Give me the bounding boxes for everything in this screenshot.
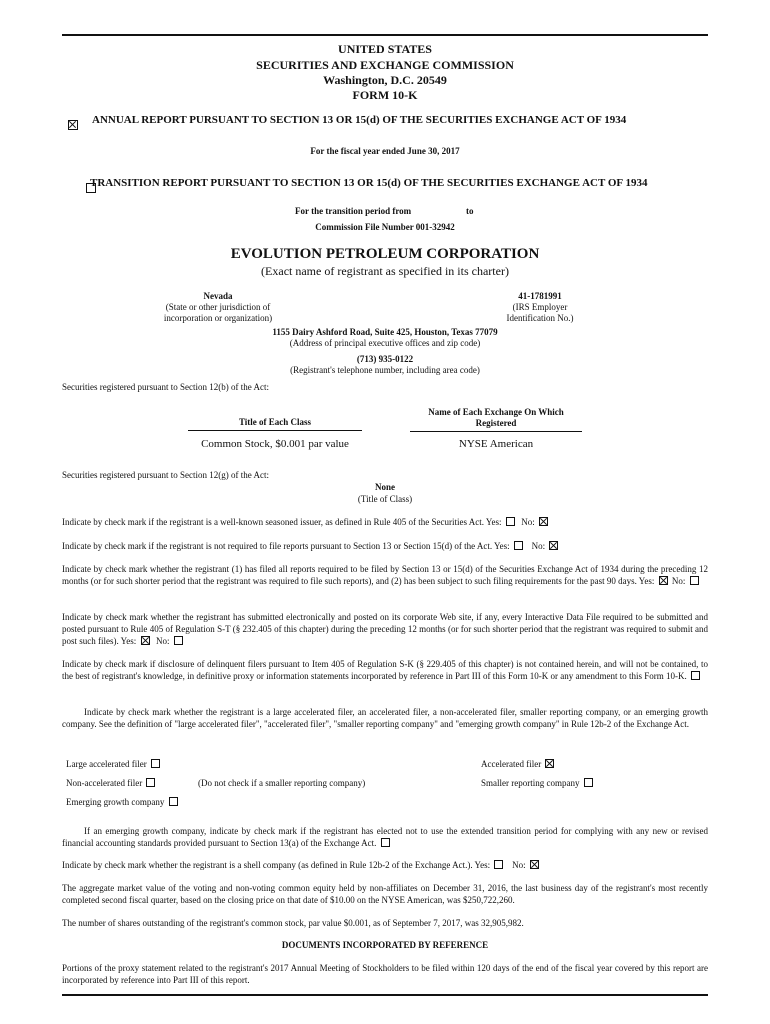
header-line-2: SECURITIES AND EXCHANGE COMMISSION — [256, 58, 514, 72]
state-value: Nevada — [203, 291, 233, 301]
ein-block — [480, 291, 600, 324]
large-accelerated-label: Large accelerated filer — [66, 759, 147, 769]
wksi-yes-checkbox-icon[interactable] — [506, 517, 515, 526]
registrant-name-caption: (Exact name of registrant as specified in its charter) — [261, 264, 509, 278]
extended-transition-question — [62, 825, 708, 849]
wksi-no-checkbox-checked-icon[interactable] — [539, 517, 548, 526]
address-caption: (Address of principal executive offices and zip code) — [289, 338, 481, 348]
class-column-header: Title of Each Class — [188, 417, 362, 431]
filed-reports-no-checkbox-icon[interactable] — [690, 576, 699, 585]
large-accelerated-option — [66, 759, 162, 770]
not-required-question — [62, 540, 708, 552]
emerging-growth-label: Emerging growth company — [66, 797, 165, 807]
delinquent-text: Indicate by check mark if disclosure of delinquent filers pursuant to Item 405 of Regulation S-K (§ 229.405 of this chapter) is not contained herein, and will not be contained, to the best of registrant's knowledge, in definitive proxy or information statements incorporated by reference in Part III of this Form 10-K or any amendment to this Form 10-K. — [62, 659, 708, 681]
state-caption-2: incorporation or organization) — [163, 313, 273, 323]
exchange-header-line-1: Name of Each Exchange On Which — [428, 407, 564, 417]
filed-reports-text: Indicate by check mark whether the registrant (1) has filed all reports required to be filed by Section 13 or 15(d) of the Securities Exchange Act of 1934 during the preceding 12 months (or for such shorter period that the registrant was required to file such reports), and (2) has been subject to such filing requirements for the past 90 days. Yes: — [62, 564, 708, 586]
non-accelerated-label: Non-accelerated filer — [66, 778, 143, 788]
not-required-no-label: No: — [531, 541, 546, 551]
accelerated-checkbox-checked-icon[interactable] — [545, 759, 554, 768]
header-line-1: UNITED STATES — [338, 42, 432, 56]
non-accelerated-note: (Do not check if a smaller reporting company) — [198, 778, 366, 788]
header-line-3: Washington, D.C. 20549 — [323, 73, 447, 87]
shell-company-no-checkbox-checked-icon[interactable] — [530, 860, 539, 869]
transition-period-to: to — [466, 206, 474, 216]
smaller-reporting-checkbox-icon[interactable] — [584, 778, 593, 787]
accelerated-label: Accelerated filer — [481, 759, 542, 769]
interactive-data-yes-checkbox-checked-icon[interactable] — [141, 636, 150, 645]
shell-company-text: Indicate by check mark whether the registrant is a shell company (as defined in Rule 12b-2 of the Exchange Act.). Yes: — [62, 860, 491, 870]
section-12g-intro: Securities registered pursuant to Section 12(g) of the Act: — [62, 470, 269, 480]
ein-caption-1: (IRS Employer — [512, 302, 568, 312]
exchange-value: NYSE American — [458, 438, 534, 450]
interactive-data-no-label: No: — [156, 636, 170, 646]
aggregate-market-value: The aggregate market value of the voting and non-voting common equity held by non-affiliates on December 31, 2016, the last business day of the registrant's most recently completed second fiscal quarter, based on the closing price on that date of $10.00 on the NYSE American, was $250,722,260. — [62, 883, 708, 905]
bottom-rule — [62, 994, 708, 996]
transition-report-label: TRANSITION REPORT PURSUANT TO SECTION 13 OR 15(d) OF THE SECURITIES EXCHANGE ACT OF 1934 — [90, 177, 648, 189]
smaller-reporting-option — [481, 778, 595, 789]
state-caption-1: (State or other jurisdiction of — [165, 302, 271, 312]
wksi-text: Indicate by check mark if the registrant is a well-known seasoned issuer, as defined in Rule 405 of the Securities Act. Yes: — [62, 517, 502, 527]
wksi-question — [62, 516, 708, 528]
interactive-data-text: Indicate by check mark whether the registrant has submitted electronically and posted on its corporate Web site, if any, every Interactive Data File required to be submitted and posted pursuant to Rule 405 of Regulation S-T (§ 232.405 of this chapter) during the preceding 12 months (or for such shorter period that the registrant was required to submit and post such files). Yes: — [62, 612, 708, 646]
not-required-text: Indicate by check mark if the registrant is not required to file reports pursuant to Section 13 or Section 15(d) of the Act. Yes: — [62, 541, 510, 551]
ein-value: 41-1781991 — [518, 291, 562, 301]
address: 1155 Dairy Ashford Road, Suite 425, Houston, Texas 77079 — [272, 327, 498, 337]
non-accelerated-option — [66, 778, 157, 789]
shell-company-yes-checkbox-icon[interactable] — [494, 860, 503, 869]
phone-caption: (Registrant's telephone number, including area code) — [290, 365, 480, 375]
registrant-name: EVOLUTION PETROLEUM CORPORATION — [230, 246, 540, 262]
ein-caption-2: Identification No.) — [506, 313, 574, 323]
annual-report-label: ANNUAL REPORT PURSUANT TO SECTION 13 OR 15(d) OF THE SECURITIES EXCHANGE ACT OF 1934 — [92, 114, 627, 126]
interactive-data-question — [62, 611, 708, 647]
smaller-reporting-label: Smaller reporting company — [481, 778, 580, 788]
state-block — [138, 291, 298, 324]
filed-reports-no-label: No: — [671, 576, 686, 586]
transition-period-from: For the transition period from — [295, 206, 412, 216]
shell-company-question — [62, 859, 708, 871]
exchange-header-line-2: Registered — [475, 418, 517, 428]
emerging-growth-option — [66, 797, 180, 808]
exchange-column-header — [410, 407, 582, 432]
shares-outstanding: The number of shares outstanding of the registrant's common stock, par value $0.001, as of September 7, 2017, was 32,905,982. — [62, 918, 524, 928]
large-accelerated-checkbox-icon[interactable] — [151, 759, 160, 768]
documents-heading: DOCUMENTS INCORPORATED BY REFERENCE — [281, 940, 489, 950]
commission-file-number: Commission File Number 001-32942 — [315, 222, 455, 232]
documents-text: Portions of the proxy statement related to the registrant's 2017 Annual Meeting of Stockholders to be filed within 120 days of the end of the fiscal year covered by this report are incorporated by reference into Part III of this report. — [62, 963, 708, 985]
phone: (713) 935-0122 — [356, 354, 414, 364]
extended-transition-text: If an emerging growth company, indicate by check mark if the registrant has elected not to use the extended transition period for complying with any new or revised financial accounting standards provided pursuant to Section 13(a) of the Exchange Act. — [62, 826, 708, 848]
fiscal-year-line: For the fiscal year ended June 30, 2017 — [310, 146, 460, 156]
delinquent-question — [62, 658, 708, 682]
not-required-yes-checkbox-icon[interactable] — [514, 541, 523, 550]
accelerated-option — [481, 759, 556, 770]
class-value: Common Stock, $0.001 par value — [201, 438, 349, 450]
section-12b-intro: Securities registered pursuant to Section 12(b) of the Act: — [62, 382, 269, 392]
shell-company-no-label: No: — [512, 860, 526, 870]
non-accelerated-checkbox-icon[interactable] — [146, 778, 155, 787]
interactive-data-no-checkbox-icon[interactable] — [174, 636, 183, 645]
filed-reports-question — [62, 563, 708, 587]
delinquent-checkbox-icon[interactable] — [691, 671, 700, 680]
annual-report-checkbox-checked-icon[interactable] — [68, 120, 78, 130]
wksi-no-label: No: — [521, 517, 535, 527]
extended-transition-checkbox-icon[interactable] — [381, 838, 390, 847]
section-12g-value: None — [375, 482, 395, 492]
top-rule — [62, 34, 708, 36]
section-12g-caption: (Title of Class) — [357, 494, 413, 504]
filer-type-question: Indicate by check mark whether the registrant is a large accelerated filer, an accelerated filer, a non-accelerated filer, smaller reporting company, or an emerging growth company. See the definition of "large accelerated filer", "accelerated filer", "smaller reporting company" and "emerging growth company" in Rule 12b-2 of the Exchange Act. — [62, 707, 708, 729]
filed-reports-yes-checkbox-checked-icon[interactable] — [659, 576, 668, 585]
emerging-growth-checkbox-icon[interactable] — [169, 797, 178, 806]
not-required-no-checkbox-checked-icon[interactable] — [549, 541, 558, 550]
form-title: FORM 10-K — [352, 88, 418, 102]
